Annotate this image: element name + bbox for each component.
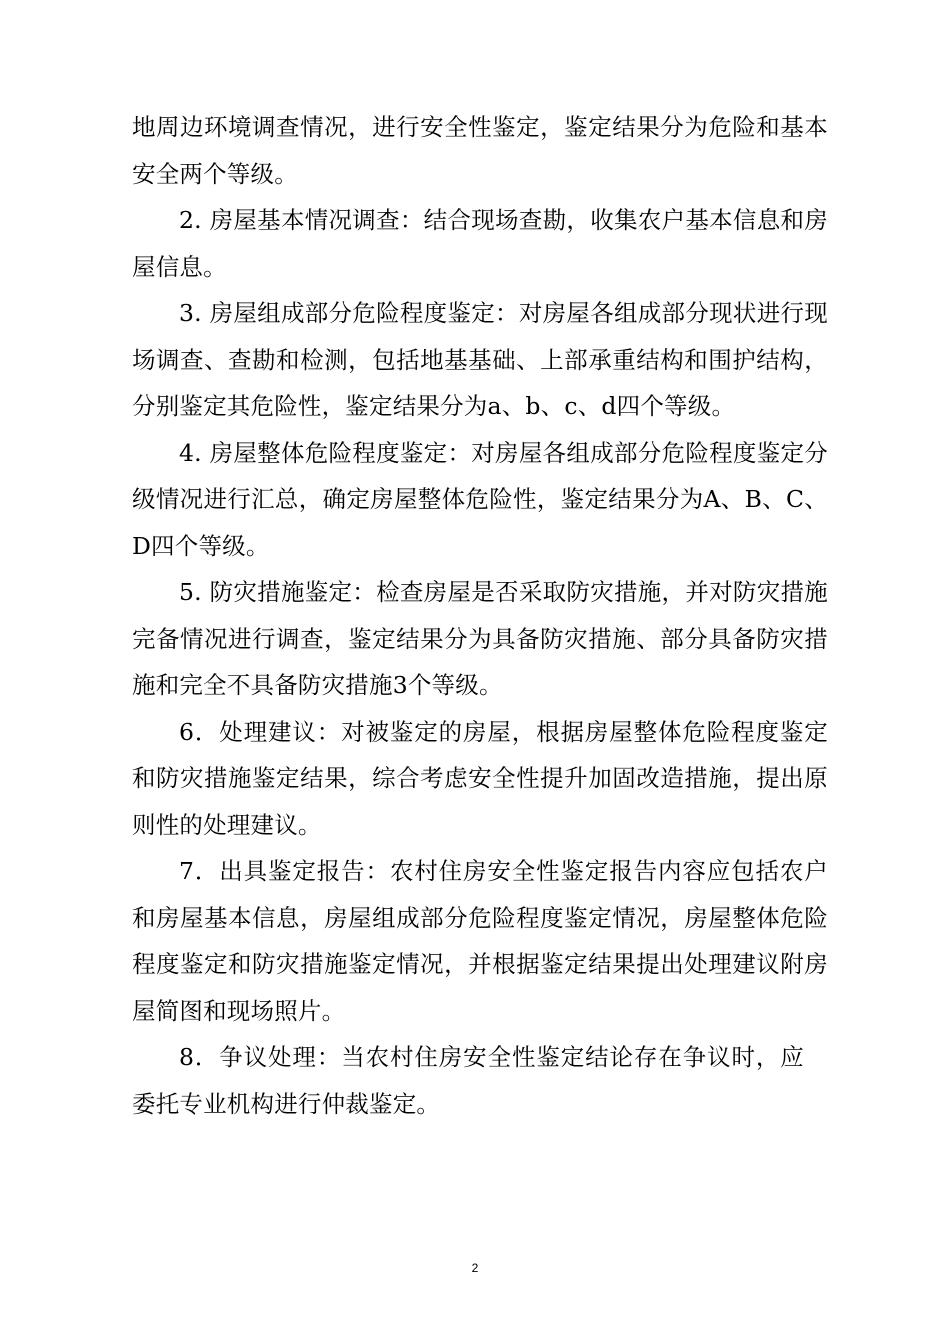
paragraph-item-5: 5. 防灾措施鉴定：检查房屋是否采取防灾措施，并对防灾措施完备情况进行调查，鉴定结果分为具备防灾措施、部分具备防灾措施和完全不具备防灾措施3个等级。 [132, 578, 828, 699]
paragraph-item-6: 6．处理建议：对被鉴定的房屋，根据房屋整体危险程度鉴定和防灾措施鉴定结果，综合考虑安全性提升加固改造措施，提出原则性的处理建议。 [132, 717, 828, 839]
document-body [132, 104, 828, 1127]
page-number: 2 [471, 1261, 479, 1275]
paragraph-item-4: 4. 房屋整体危险程度鉴定：对房屋各组成部分危险程度鉴定分级情况进行汇总，确定房屋整体危险性，鉴定结果分为A、B、C、D四个等级。 [132, 438, 828, 560]
paragraph-item-3: 3. 房屋组成部分危险程度鉴定：对房屋各组成部分现状进行现场调查、查勘和检测，包括地基基础、上部承重结构和围护结构，分别鉴定其危险性，鉴定结果分为a、b、c、d四个等级。 [132, 299, 828, 420]
paragraph-item-8: 8．争议处理：当农村住房安全性鉴定结论存在争议时，应委托专业机构进行仲裁鉴定。 [132, 1043, 804, 1118]
paragraph-item-2: 2. 房屋基本情况调查：结合现场查勘，收集农户基本信息和房屋信息。 [132, 206, 828, 281]
paragraph-continuation: 地周边环境调查情况，进行安全性鉴定，鉴定结果分为危险和基本安全两个等级。 [132, 113, 828, 188]
paragraph-item-7: 7．出具鉴定报告：农村住房安全性鉴定报告内容应包括农户和房屋基本信息，房屋组成部分危险程度鉴定情况，房屋整体危险程度鉴定和防灾措施鉴定情况，并根据鉴定结果提出处理建议附房屋简图和现场照片。 [132, 857, 828, 1025]
